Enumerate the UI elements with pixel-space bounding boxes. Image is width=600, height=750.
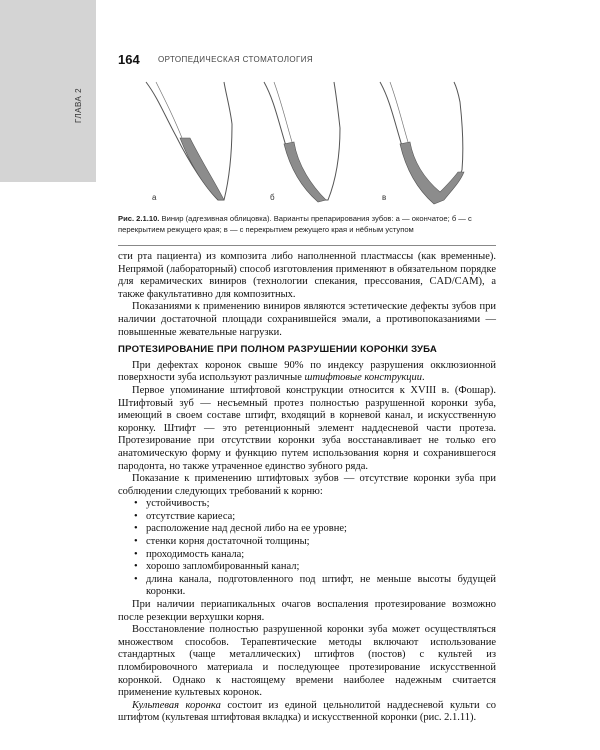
page-number: 164 — [118, 52, 140, 67]
paragraph-2: Показаниями к применению виниров являются эстетические дефекты зубов при наличии достаточной площади сохранившейся эмали, а противопоказаниями — повышенные жевательные нагрузки. — [118, 301, 496, 338]
paragraph-3-emphasis: штифтовые конструкции — [304, 372, 423, 384]
figure-caption — [118, 214, 496, 235]
caption-number: Рис. 2.1.10. — [118, 214, 160, 223]
body-text — [118, 251, 496, 725]
list-item: • проходимость канала; — [134, 549, 496, 562]
panel-label-c: в — [382, 193, 387, 202]
paragraph-4: Первое упоминание штифтовой конструкции относится к XVIII в. (Фошар). Штифтовый зуб — несъемный протез полностью разрушенной коронки зуба, имеющий в своем составе штифт, входящий в корневой канал, и искусственную коронку. Штифт — это ретенционный элемент наддесневой части протеза. Протезирование при отсутствии коронки зуба восстанавливает не только его анатомическую форму и функцию путем использования корня и сохранившегося пародонта, но также утраченное единство зубного ряда. — [118, 384, 496, 472]
list-item: • отсутствие кариеса; — [134, 511, 496, 524]
tooth-diagram-c — [380, 82, 464, 204]
chapter-label: ГЛАВА 2 — [74, 87, 83, 123]
paragraph-6: При наличии периапикальных очагов воспаления протезирование возможно после резекции верхушки корня. — [118, 599, 496, 623]
list-item: • устойчивость; — [134, 498, 496, 511]
paragraph-3-text: При дефектах коронок свыше 90% по индексу разрушения окклюзионной поверхности зуба используют различные — [118, 359, 496, 384]
paragraph-8-emphasis: Культевая коронка — [132, 699, 221, 711]
list-item: • длина канала, подготовленного под штифт, не меньше высоты будущей коронки. — [134, 574, 496, 599]
paragraph-1: сти рта пациента) из композита либо наполненной пластмассы (как временные). Непрямой (лабораторный) способ изготовления применяют в обязательном порядке для керамических виниров (технологии спекания, прессования, CAD/CAM), а также факультативно для композитных. — [118, 251, 496, 300]
panel-label-a: а — [152, 193, 157, 202]
paragraph-8 — [118, 700, 496, 725]
paragraph-3 — [118, 360, 496, 385]
caption-text: Винир (адгезивная облицовка). Варианты препарирования зубов: а — окончатое; б — с перекрытием режущего края; в — с перекрытием режущего края и нёбным уступом — [118, 214, 472, 234]
page-header — [118, 52, 498, 72]
tooth-diagram-b — [264, 82, 340, 202]
running-title: ОРТОПЕДИЧЕСКАЯ СТОМАТОЛОГИЯ — [158, 55, 314, 64]
paragraph-3-end: . — [422, 372, 425, 384]
paragraph-7: Восстановление полностью разрушенной коронки зуба может осуществляться множеством способов. Терапевтические методы включают использование стандартных (чаще металлических) штифтов (постов) с культей из пломбировочного материала и последующее протезирование искусственной коронкой. Однако к настоящему времени наиболее надежным считается применение культевых коронок. — [118, 624, 496, 699]
list-item: • хорошо запломбированный канал; — [134, 561, 496, 574]
tooth-diagram-a — [146, 82, 232, 202]
caption-divider — [118, 245, 496, 246]
veneer-figure — [118, 76, 496, 206]
paragraph-8-text: состоит из единой цельнолитой наддесневой культи со штифтом (культевая штифтовая вкладка) и искусственной коронки (рис. 2.1.11). — [118, 699, 496, 724]
panel-label-b: б — [270, 193, 275, 202]
list-item: • стенки корня достаточной толщины; — [134, 536, 496, 549]
paragraph-5: Показание к применению штифтовых зубов — отсутствие коронки зуба при соблюдении следующих требований к корню: — [118, 473, 496, 497]
section-heading: ПРОТЕЗИРОВАНИЕ ПРИ ПОЛНОМ РАЗРУШЕНИИ КОРОНКИ ЗУБА — [118, 344, 437, 356]
requirements-list — [118, 498, 496, 599]
list-item: • расположение над десной либо на ее уровне; — [134, 523, 496, 536]
